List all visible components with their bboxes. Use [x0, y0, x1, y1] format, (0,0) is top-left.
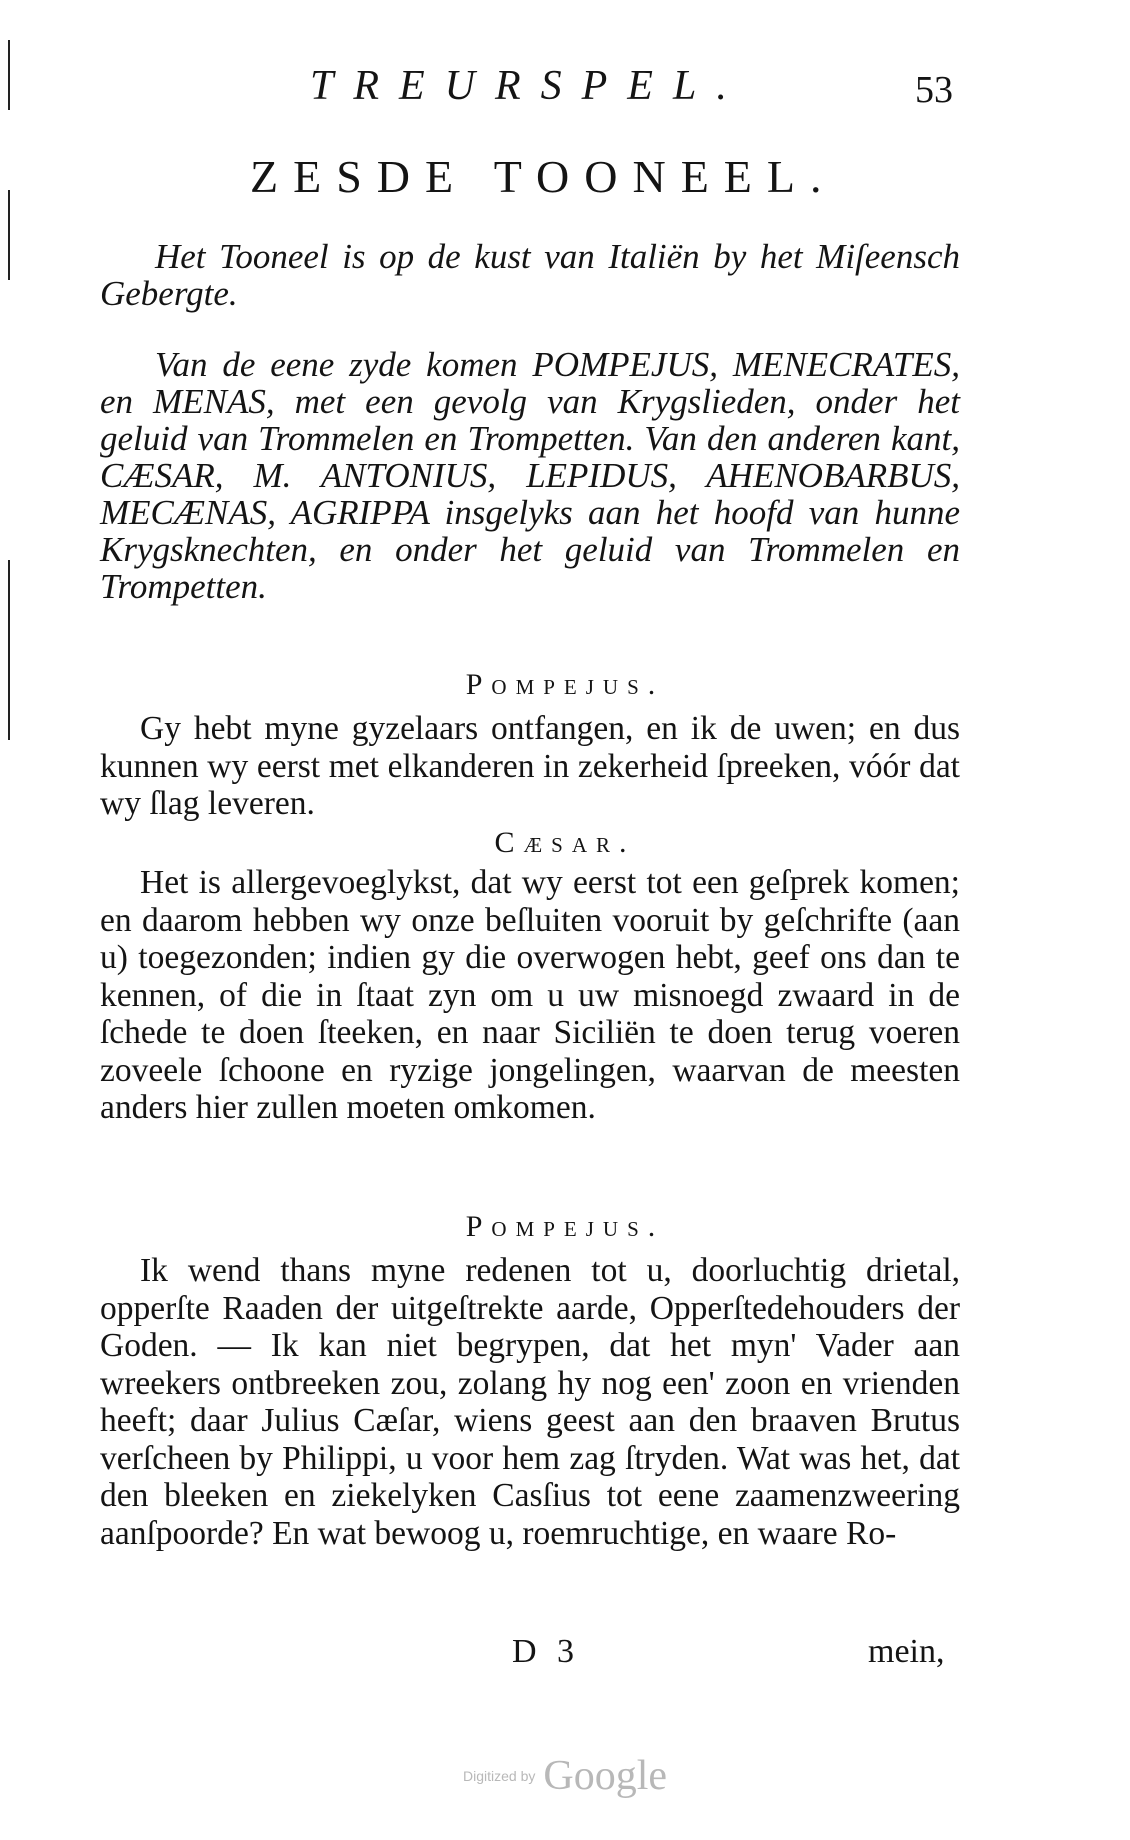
- speaker-pompejus: Pompejus.: [465, 668, 665, 701]
- google-logo: Google: [543, 1753, 668, 1799]
- page-edge-line: [8, 190, 10, 280]
- speech-caesar: [100, 864, 960, 1127]
- speech-pompejus-1: [100, 710, 960, 823]
- running-head: [0, 62, 1130, 122]
- catchword: mein,: [868, 1633, 945, 1670]
- stage-direction-text: Het Tooneel is op de kust van Italiën by het Miſeensch Gebergte.: [100, 237, 960, 313]
- page-edge-line: [8, 560, 10, 740]
- speaker-pompejus: Pompejus.: [465, 1210, 665, 1243]
- stage-direction-entrance: [100, 346, 960, 605]
- running-title: TREURSPEL.: [310, 63, 747, 109]
- digitized-prefix: Digitized by: [462, 1768, 536, 1784]
- speaker-caesar: Cæsar.: [494, 826, 636, 859]
- scene-title: ZESDE TOONEEL.: [250, 151, 837, 202]
- speech-text: Gy hebt myne gyzelaars ontfangen, en ik de uwen; en dus kunnen wy eerst met elkanderen in zekerheid ſpreeken, vóór dat wy ſlag leveren.: [100, 710, 960, 822]
- stage-direction-setting: [100, 238, 960, 312]
- speech-pompejus-2: [100, 1252, 960, 1552]
- speech-text: Ik wend thans myne redenen tot u, doorluchtig drietal, opperſte Raaden der uitgeſtrekte aarde, Opperſtedehouders der Goden. — Ik kan niet begrypen, dat het myn' Vader aan wreekers ontbreeken zou, zolang hy nog een' zoon en vrienden heeft; daar Julius Cæſar, wiens geest aan den braaven Brutus verſcheen by Philippi, u voor hem zag ſtryden. Wat was het, dat den bleeken en ziekelyken Casſius tot eene zaamenzweering aanſpoorde? En wat bewoog u, roemruchtige, en waare Ro-: [100, 1252, 960, 1552]
- stage-direction-text: Van de eene zyde komen POMPEJUS, MENECRATES, en MENAS, met een gevolg van Krygslieden, onder het geluid van Trommelen en Trompetten. Van den anderen kant, CÆSAR, M. ANTONIUS, LEPIDUS, AHENOBARBUS, MECÆNAS, AGRIPPA insgelyks aan het hoofd van hunne Krygsknechten, en onder het geluid van Trommelen en Trompetten.: [100, 345, 960, 606]
- signature-mark: D 3: [512, 1633, 581, 1670]
- speech-text: Het is allergevoeglykst, dat wy eerst tot een geſprek komen; en daarom hebben wy onze beſluiten vooruit by geſchrifte (aan u) toegezonden; indien gy die overwogen hebt, geef ons dan te kennen, of die in ſtaat zyn om u uw misnoegd zwaard in de ſchede te doen ſteeken, en naar Siciliën te doen terug voeren zoveele ſchoone en ryzige jongelingen, waarvan de meesten anders hier zullen moeten omkomen.: [100, 864, 960, 1126]
- digitized-watermark: [0, 1752, 1130, 1800]
- page-number: 53: [915, 69, 953, 111]
